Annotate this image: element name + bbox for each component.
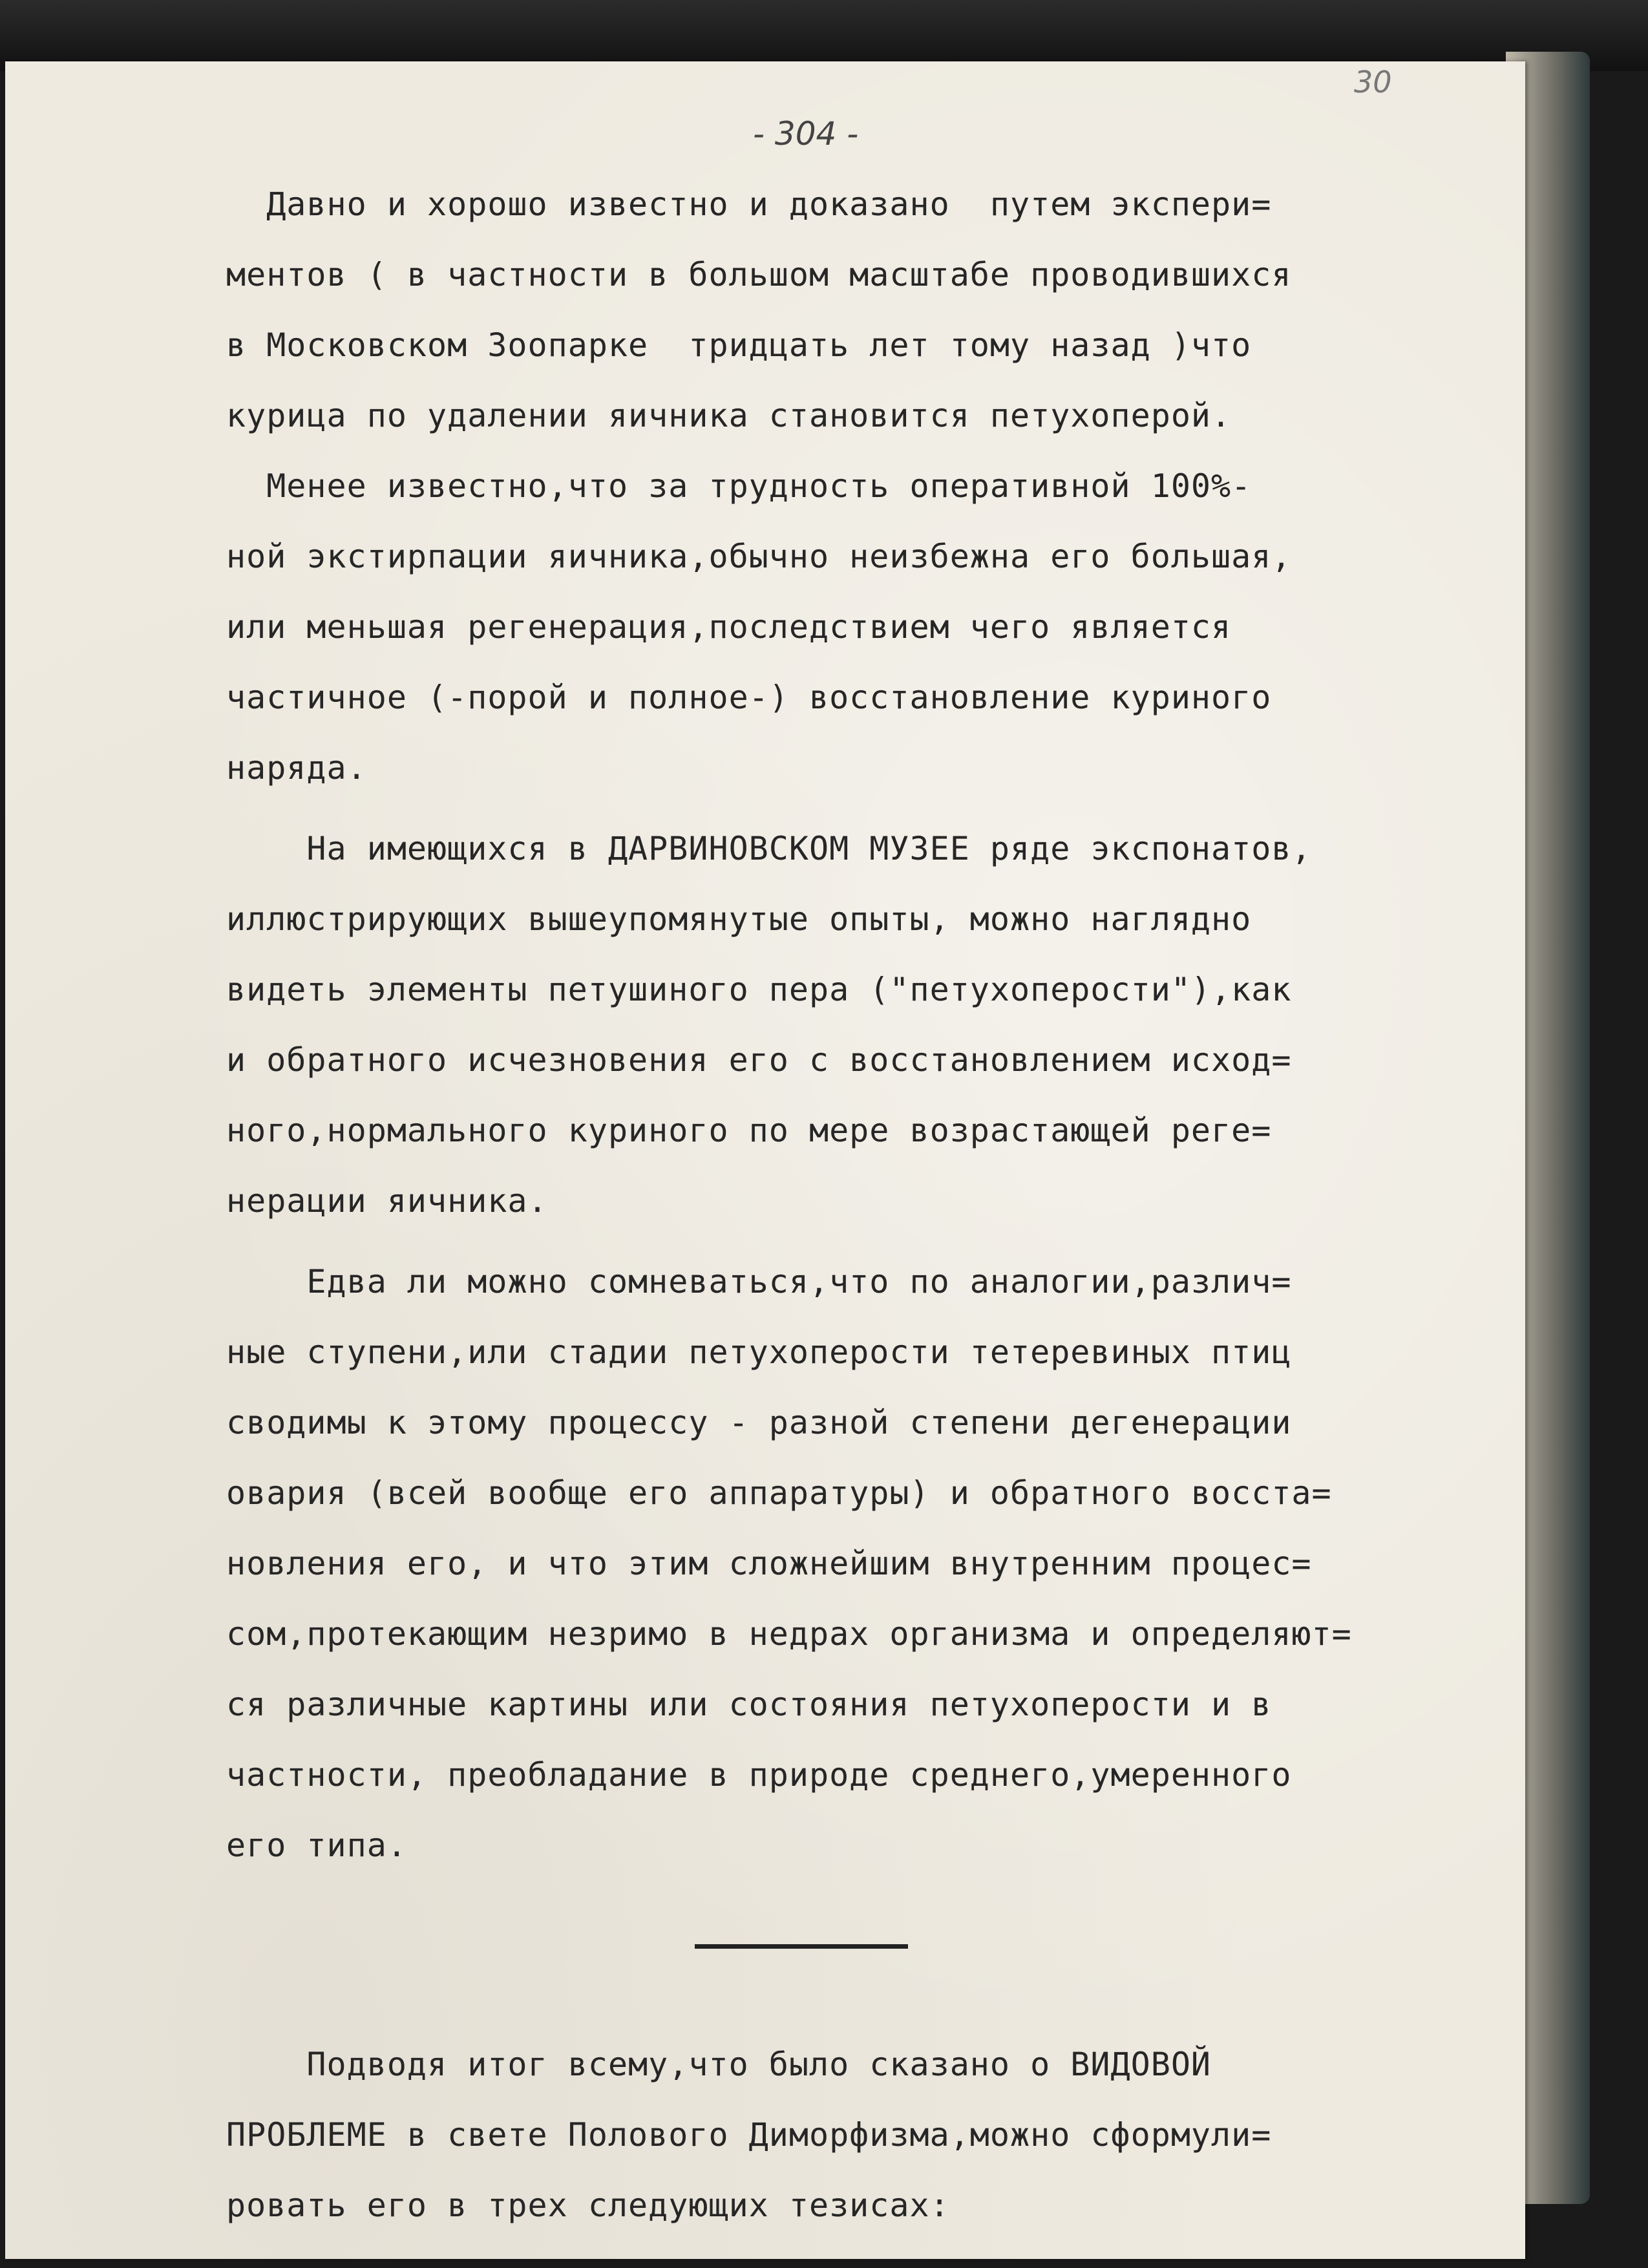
text-line: Давно и хорошо известно и доказано путем экспери= xyxy=(226,185,1272,223)
text-line: наряда. xyxy=(226,749,367,787)
text-line: овария (всей вообще его аппаратуры) и обратного восста= xyxy=(226,1474,1332,1512)
text-line: новления его, и что этим сложнейшим внутренним процес= xyxy=(226,1545,1312,1582)
typewritten-text xyxy=(226,169,1506,2241)
paragraph-3 xyxy=(226,814,1506,1236)
text-line: ровать его в трех следующих тезисах: xyxy=(226,2187,950,2224)
text-line: Менее известно,что за трудность оперативной 100%- xyxy=(226,467,1252,505)
text-line: Едва ли можно сомневаться,что по аналогии,различ= xyxy=(226,1263,1292,1300)
paragraph-2 xyxy=(226,451,1506,803)
paragraph-gap xyxy=(226,1236,1506,1247)
text-line: его типа. xyxy=(226,1827,407,1864)
paragraph-5 xyxy=(226,2030,1506,2241)
paragraph-1 xyxy=(226,169,1506,451)
paragraph-gap xyxy=(226,803,1506,814)
text-line: сом,протекающим незримо в недрах организма и определяют= xyxy=(226,1615,1352,1653)
text-line: видеть элементы петушиного пера ("петухоперости"),как xyxy=(226,971,1292,1008)
text-line: ной экстирпации яичника,обычно неизбежна его большая, xyxy=(226,538,1292,575)
text-line: ментов ( в частности в большом масштабе проводившихся xyxy=(226,256,1292,293)
text-line: ные ступени,или стадии петухоперости тетеревиных птиц xyxy=(226,1333,1292,1371)
text-line: частности, преобладание в природе среднего,умеренного xyxy=(226,1756,1292,1794)
text-line: ПРОБЛЕМЕ в свете Полового Диморфизма,можно сформули= xyxy=(226,2116,1272,2154)
text-line: ся различные картины или состояния петухоперости и в xyxy=(226,1686,1272,1723)
page-number: - 304 - xyxy=(753,115,859,153)
paragraph-4 xyxy=(226,1247,1506,1881)
text-line: курица по удалении яичника становится петухоперой. xyxy=(226,397,1232,434)
text-line: частичное (-порой и полное-) восстановление куриного xyxy=(226,679,1272,716)
text-line: и обратного исчезновения его с восстановлением исход= xyxy=(226,1041,1292,1079)
text-line: сводимы к этому процессу - разной степени дегенерации xyxy=(226,1404,1292,1441)
section-break xyxy=(226,1881,1506,2030)
handwritten-corner-mark: 30 xyxy=(1354,65,1392,100)
separator-rule xyxy=(695,1944,908,1949)
text-line: Подводя итог всему,что было сказано о ВИДОВОЙ xyxy=(226,2046,1212,2083)
text-line: иллюстрирующих вышеупомянутые опыты, можно наглядно xyxy=(226,900,1252,938)
text-line: или меньшая регенерация,последствием чего является xyxy=(226,608,1232,646)
scan-background-top xyxy=(0,0,1648,71)
text-line: в Московском Зоопарке тридцать лет тому назад )что xyxy=(226,326,1252,364)
text-line: ного,нормального куриного по мере возрастающей реге= xyxy=(226,1112,1272,1149)
text-line: На имеющихся в ДАРВИНОВСКОМ МУЗЕЕ ряде экспонатов, xyxy=(226,830,1312,867)
text-line: нерации яичника. xyxy=(226,1182,548,1220)
